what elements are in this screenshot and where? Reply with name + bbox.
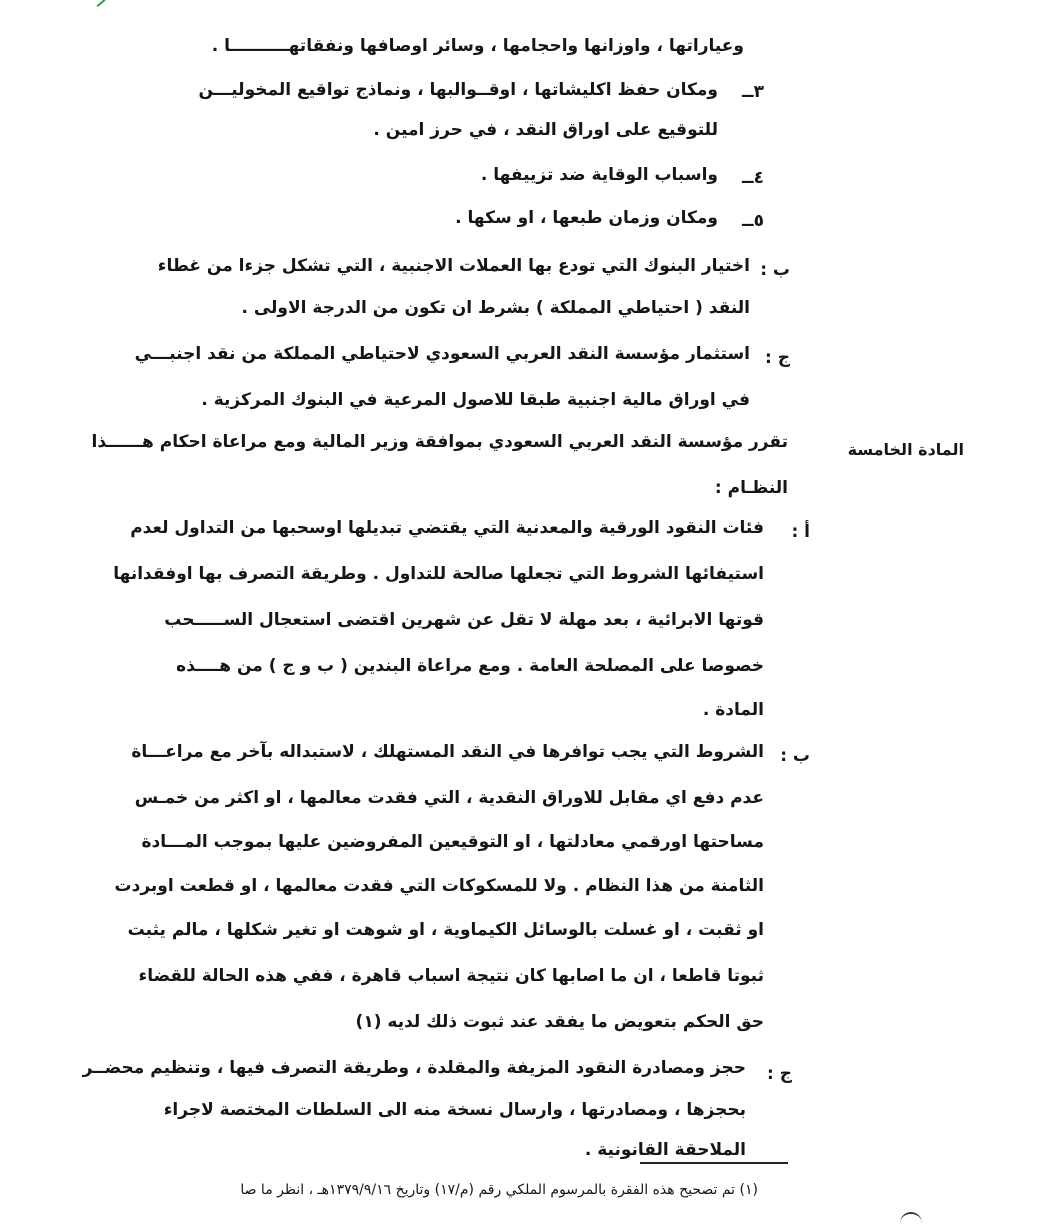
list-marker: ٤ــ xyxy=(741,168,764,188)
footnote-separator xyxy=(640,1162,788,1164)
text-line: في اوراق مالية اجنبية طبقا للاصول المرعية في البنوك المركزية . xyxy=(201,390,750,410)
text-line: النظـام : xyxy=(714,478,788,498)
text-line: مساحتها اورقمي معادلتها ، او التوقيعين المفروضين عليها بموجب المـــادة xyxy=(141,832,764,852)
text-line: قوتها الابرائية ، بعد مهلة لا تقل عن شهرين اقتضى استعجال الســـــحب xyxy=(164,610,764,630)
text-line: حق الحكم بتعويض ما يفقد عند ثبوت ذلك لديه (١) xyxy=(355,1012,764,1032)
text-line: حجز ومصادرة النقود المزيفة والمقلدة ، وطريقة التصرف فيها ، وتنظيم محضــر xyxy=(82,1058,746,1078)
text-line: بحجزها ، ومصادرتها ، وارسال نسخة منه الى السلطات المختصة لاجراء xyxy=(163,1100,746,1120)
text-line: الثامنة من هذا النظام . ولا للمسكوكات التي فقدت معالمها ، او قطعت اوبردت xyxy=(114,876,764,896)
text-line: تقرر مؤسسة النقد العربي السعودي بموافقة وزير المالية ومع مراعاة احكام هــــــذا xyxy=(91,432,788,452)
text-line: المادة . xyxy=(702,700,764,720)
section-marker: أ : xyxy=(791,522,810,542)
text-line: استيفائها الشروط التي تجعلها صالحة للتداول . وطريقة التصرف بها اوفقدانها xyxy=(113,564,764,584)
section-marker: ج : xyxy=(765,348,790,368)
text-line: ثبوتا قاطعا ، ان ما اصابها كان نتيجة اسباب قاهرة ، ففي هذه الحالة للقضاء xyxy=(138,966,764,986)
text-line: استثمار مؤسسة النقد العربي السعودي لاحتياطي المملكة من نقد اجنبـــي xyxy=(134,344,750,364)
section-marker: ج : xyxy=(767,1064,792,1084)
text-line: اختيار البنوك التي تودع بها العملات الاجنبية ، التي تشكل جزءا من غطاء xyxy=(157,256,750,276)
section-marker: ب : xyxy=(780,746,810,766)
text-line: ومكان حفظ اكليشاتها ، اوقــوالبها ، ونماذج تواقيع المخوليـــن xyxy=(198,80,718,100)
list-marker: ٥ــ xyxy=(741,211,764,231)
scan-corner-mark xyxy=(97,0,106,7)
text-line: الملاحقة القانونية . xyxy=(584,1140,746,1160)
text-line: وعياراتها ، واوزانها واحجامها ، وسائر اوصافها ونفقاتهــــــــــا . xyxy=(211,36,744,56)
text-line: النقد ( احتياطي المملكة ) بشرط ان تكون من الدرجة الاولى . xyxy=(241,298,750,318)
text-line: فئات النقود الورقية والمعدنية التي يقتضي تبديلها اوسحبها من التداول لعدم xyxy=(130,518,764,538)
text-line: عدم دفع اي مقابل للاوراق النقدية ، التي فقدت معالمها ، او اكثر من خمـس xyxy=(134,788,764,808)
text-line: ومكان وزمان طبعها ، او سكها . xyxy=(455,208,718,228)
scan-artifact xyxy=(900,1212,922,1224)
text-line: واسباب الوقاية ضد تزييفها . xyxy=(480,165,718,185)
footnote: (١) تم تصحيح هذه الفقرة بالمرسوم الملكي رقم (م/١٧) وتاريخ ١٣٧٩/٩/١٦هـ ، انظر ما صا xyxy=(240,1182,758,1198)
text-line: للتوقيع على اوراق النقد ، في حرز امين . xyxy=(373,120,718,140)
text-line: خصوصا على المصلحة العامة . ومع مراعاة البندين ( ب و ج ) من هــــذه xyxy=(176,656,764,676)
text-line: او ثقبت ، او غسلت بالوسائل الكيماوية ، او شوهت او تغير شكلها ، مالم يثبت xyxy=(127,920,764,940)
text-line: الشروط التي يجب توافرها في النقد المستهلك ، لاستبداله بآخر مع مراعـــاة xyxy=(131,742,764,762)
list-marker: ٣ــ xyxy=(741,82,764,102)
section-marker: ب : xyxy=(760,260,790,280)
article-heading: المادة الخامسة xyxy=(847,440,964,459)
